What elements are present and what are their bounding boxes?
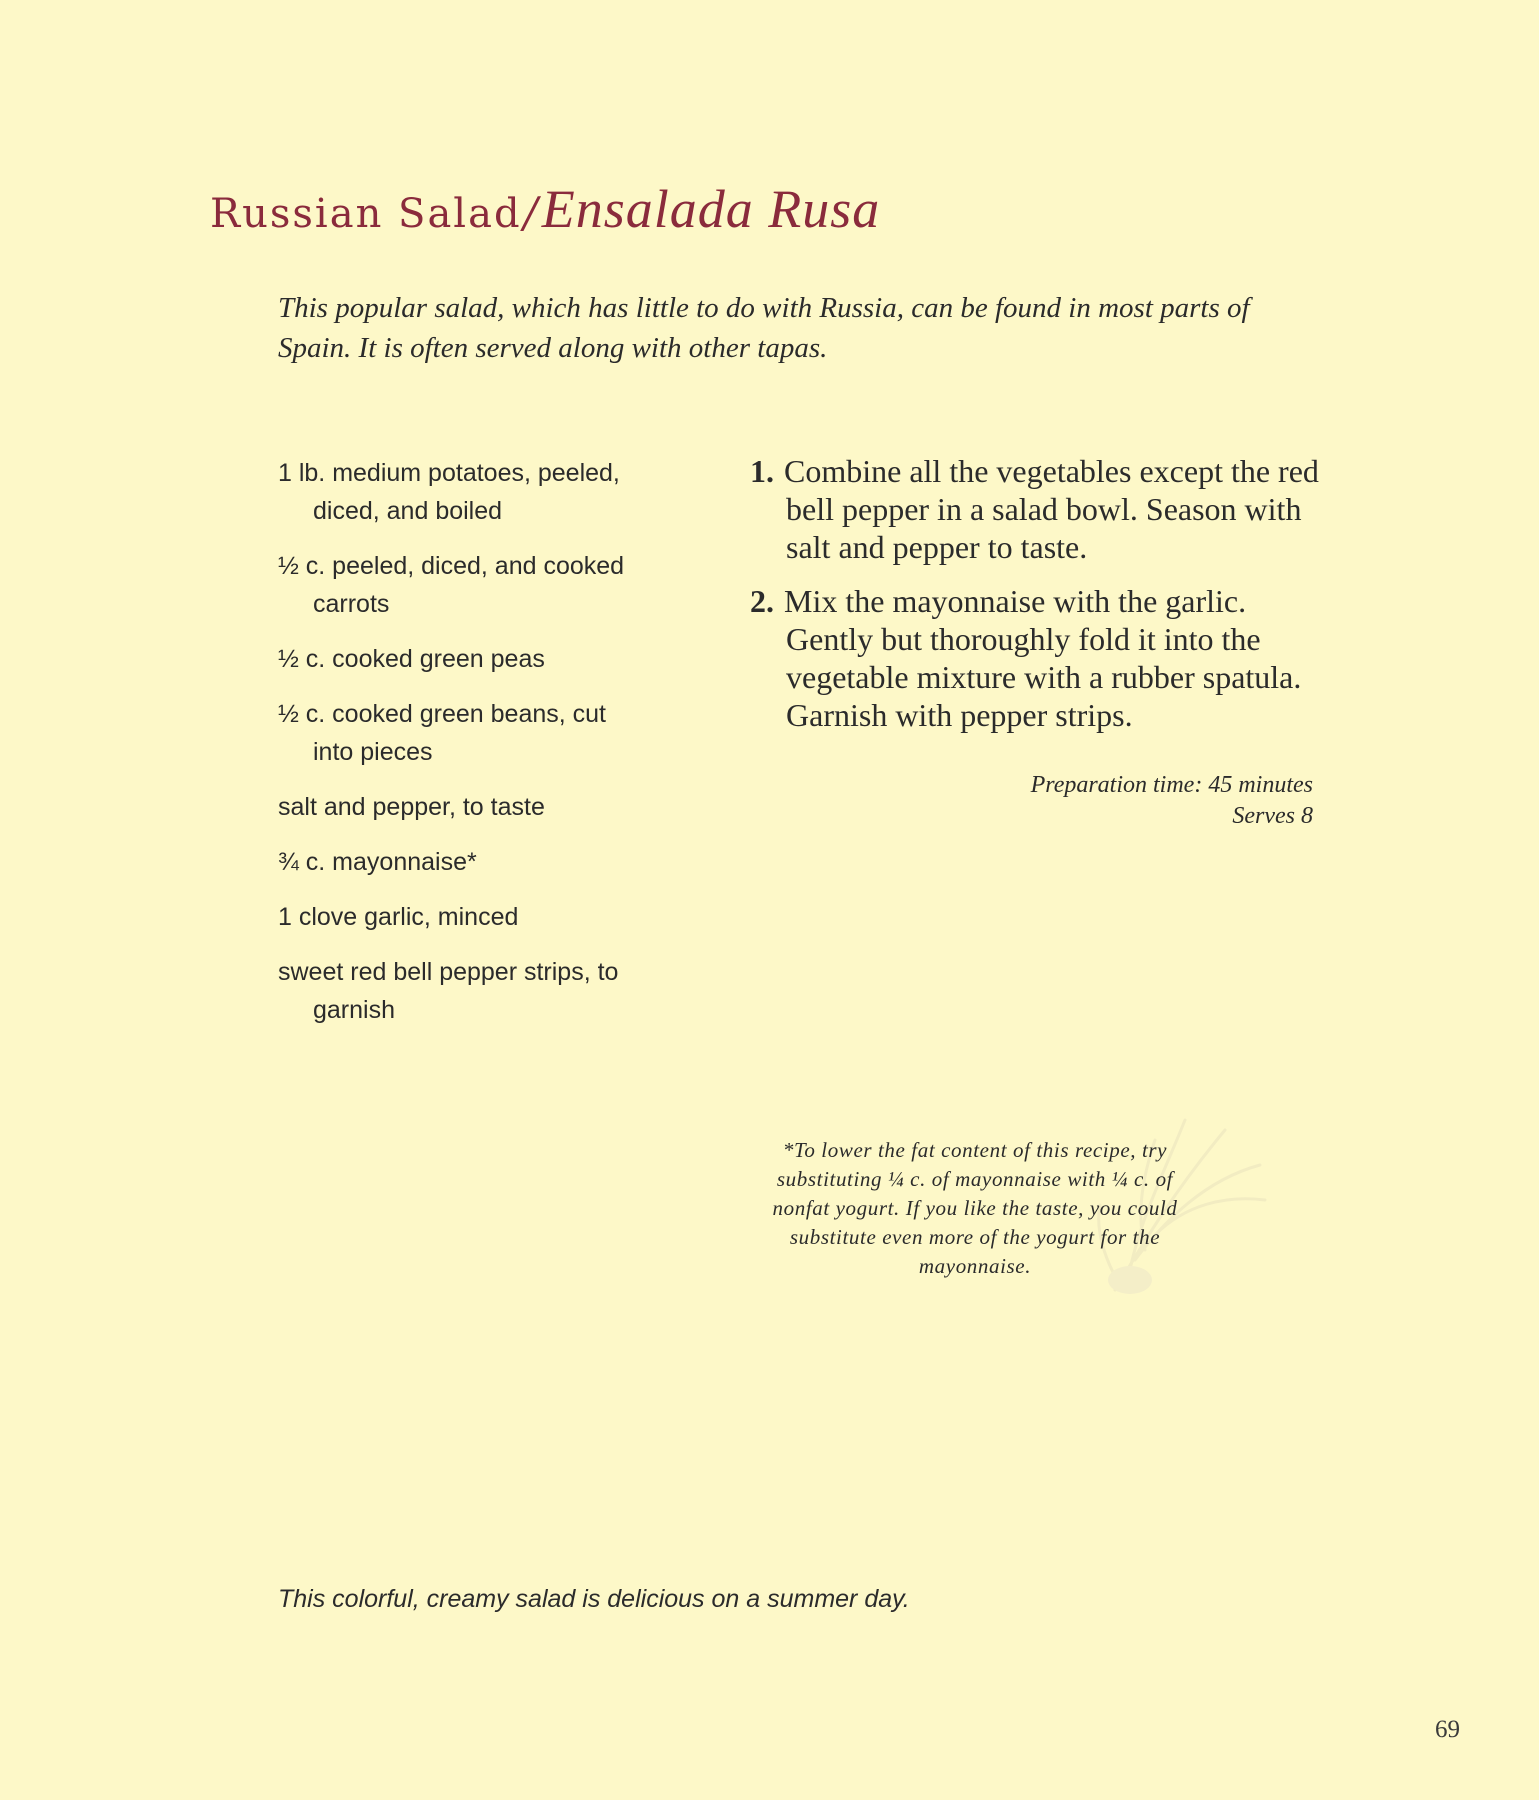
title-separator: / [523, 188, 538, 237]
ingredient-item: ¾ c. mayonnaise* [278, 848, 477, 876]
recipe-title [210, 178, 880, 240]
recipe-meta [980, 770, 1313, 832]
step-number: 2. [750, 583, 774, 619]
photo-caption: This colorful, creamy salad is delicious on a summer day. [278, 1585, 910, 1613]
step-number: 1. [750, 453, 774, 489]
ingredient-item: ½ c. cooked green beans, cut into pieces [278, 700, 606, 766]
servings: Serves 8 [1232, 803, 1313, 829]
page-number: 69 [1435, 1716, 1460, 1743]
ingredient-item: ½ c. peeled, diced, and cooked carrots [278, 552, 625, 618]
instruction-list [750, 452, 1330, 750]
instruction-step [750, 452, 1330, 566]
title-spanish: Ensalada Rusa [541, 179, 881, 239]
ingredient-item: salt and pepper, to taste [278, 793, 545, 821]
ingredient-item: 1 lb. medium potatoes, peeled, diced, and boiled [278, 459, 620, 525]
ingredient-list [278, 454, 648, 1046]
footnote: *To lower the fat content of this recipe, try substituting ¼ c. of mayonnaise with ¼ c. of nonfat yogurt. If you like the taste, you could substitute even more of the yogurt for the mayonnaise. [772, 1138, 1178, 1278]
ingredient-item: 1 clove garlic, minced [278, 903, 519, 931]
step-text: Combine all the vegetables except the red bell pepper in a salad bowl. Season with salt and pepper to taste. [784, 453, 1319, 565]
step-text: Mix the mayonnaise with the garlic. Gently but thoroughly fold it into the vegetable mixture with a rubber spatula. Garnish with pepper strips. [784, 583, 1302, 733]
recipe-intro: This popular salad, which has little to do with Russia, can be found in most parts of Spain. It is often served along with other tapas. [278, 292, 1250, 364]
instruction-step [750, 582, 1330, 734]
ingredient-item: ½ c. cooked green peas [278, 645, 545, 673]
title-english: Russian Salad [210, 191, 522, 237]
prep-time: Preparation time: 45 minutes [1030, 772, 1313, 798]
ingredient-item: sweet red bell pepper strips, to garnish [278, 958, 619, 1024]
